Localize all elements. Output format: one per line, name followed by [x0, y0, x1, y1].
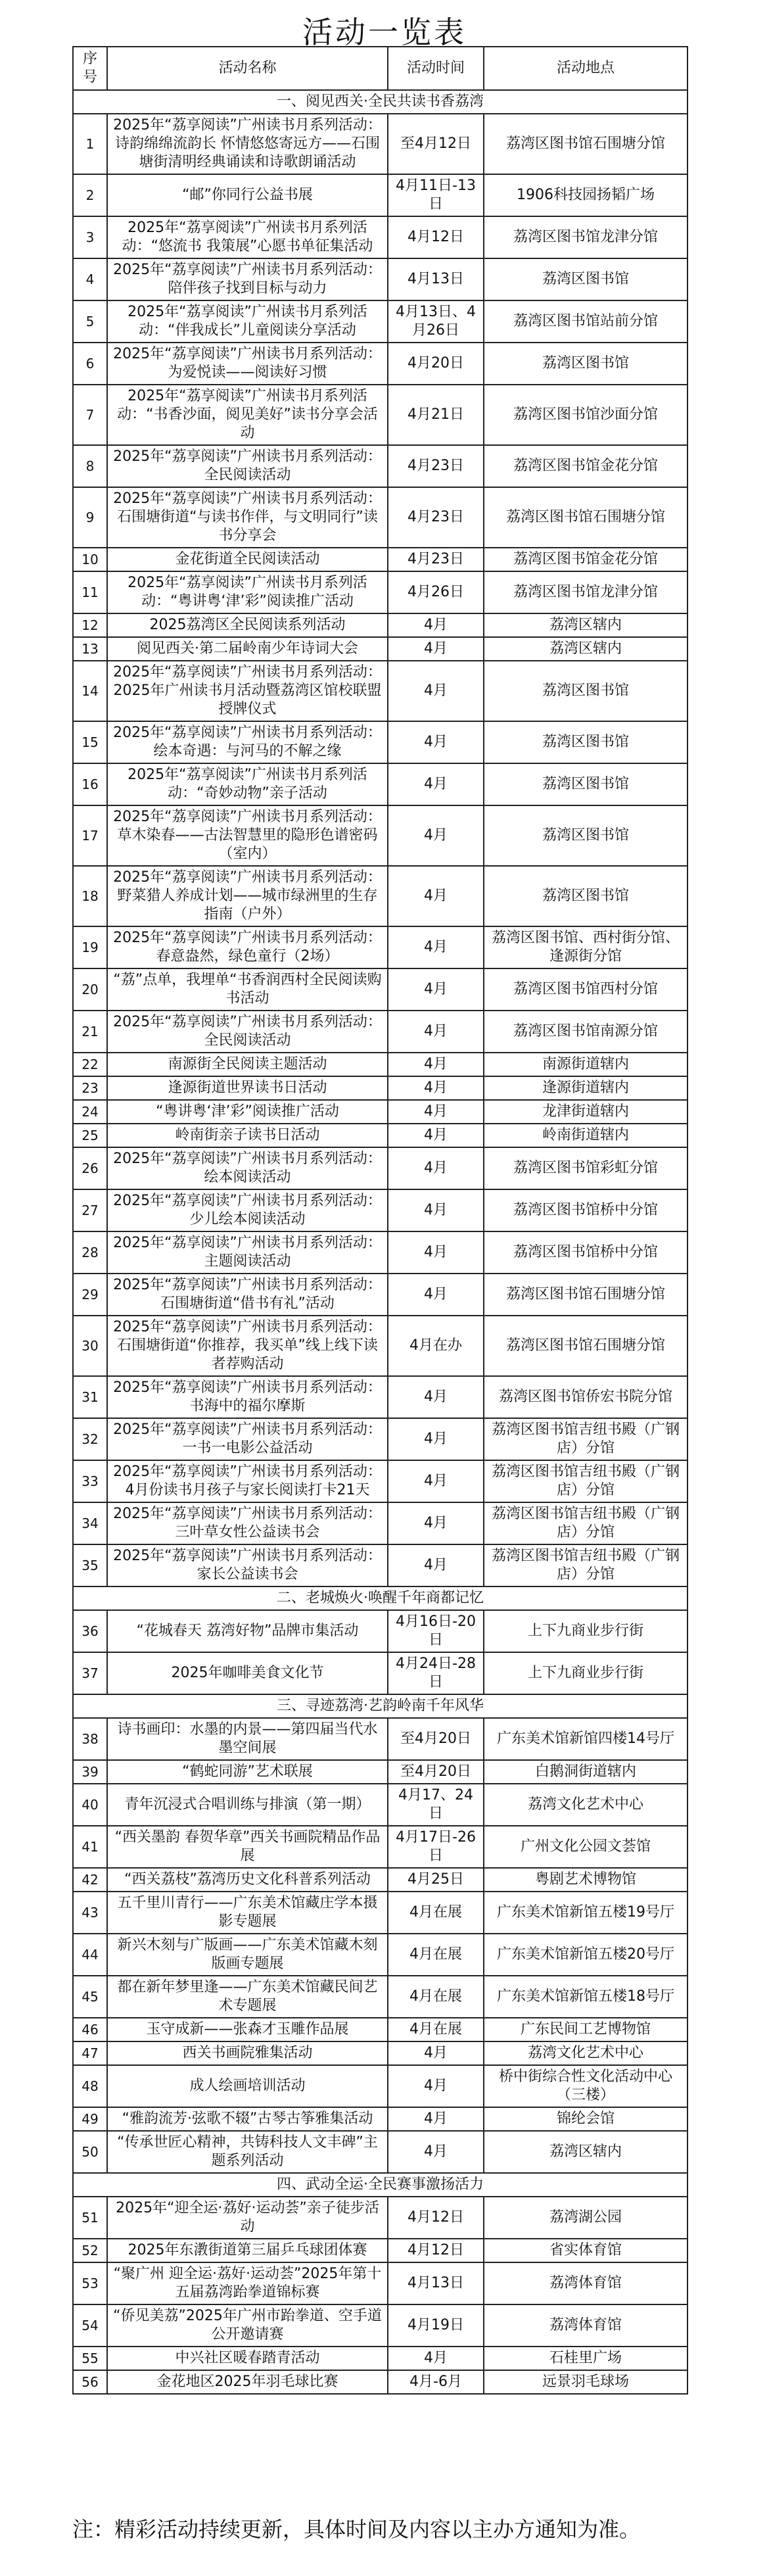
activity-time: 4月在展: [388, 1976, 484, 2018]
row-index: 56: [73, 2370, 107, 2394]
activity-time: 4月: [388, 1544, 484, 1586]
activity-name: 2025年“荔享阅读”广州读书月系列活动：4月份读书月孩子与家长阅读打卡21天: [107, 1460, 388, 1502]
activity-location: 荔湾体育馆: [484, 2262, 687, 2304]
table-row: [73, 2239, 687, 2262]
row-index: 36: [73, 1610, 107, 1652]
activity-location: 广东民间工艺博物馆: [484, 2018, 687, 2041]
activity-name: “荔”点单，我埋单“书香润西村全民阅读购书活动: [107, 968, 388, 1011]
activity-location: 荔湾区图书馆桥中分馆: [484, 1189, 687, 1231]
activity-time: 4月: [388, 805, 484, 866]
row-index: 37: [73, 1652, 107, 1694]
activity-name: 玉守成新——张森才玉雕作品展: [107, 2018, 388, 2041]
row-index: 8: [73, 445, 107, 487]
page-title: 活动一览表: [302, 14, 467, 50]
activity-location: 上下九商业步行街: [484, 1652, 687, 1694]
table-row: [73, 1124, 687, 1147]
activity-time: 4月: [388, 926, 484, 968]
row-index: 23: [73, 1076, 107, 1100]
row-index: 27: [73, 1189, 107, 1231]
activity-time: 4月24日-28日: [388, 1652, 484, 1694]
activity-time: 4月23日: [388, 548, 484, 571]
activity-name: 2025年“荔享阅读”广州读书月系列活动：“奇妙动物”亲子活动: [107, 763, 388, 805]
activity-name: “聚广州 迎全运·荔好·运动荟”2025年第十五届荔湾跆拳道锦标赛: [107, 2262, 388, 2304]
activity-time: 4月13日、4月26日: [388, 300, 484, 343]
activity-time: 4月: [388, 2131, 484, 2173]
activity-time: 4月11日-13日: [388, 174, 484, 216]
activity-time: 4月: [388, 1376, 484, 1418]
activity-name: 金花街道全民阅读活动: [107, 548, 388, 571]
activity-time: 4月17、24日: [388, 1784, 484, 1826]
activity-time: 4月12日: [388, 2197, 484, 2239]
activity-location: 荔湾区图书馆龙津分馆: [484, 571, 687, 613]
activity-time: 4月21日: [388, 385, 484, 445]
activity-name: 2025年“荔享阅读”广州读书月系列活动：诗韵绵绵流韵长 怀情悠悠寄远方——石围塘街清明经典诵读和诗歌朗诵活动: [107, 114, 388, 174]
activity-location: 荔湾区图书馆吉纽书殿（广钢店）分馆: [484, 1418, 687, 1460]
row-index: 3: [73, 216, 107, 258]
activity-name: 2025荔湾区全民阅读系列活动: [107, 613, 388, 637]
section-row: [73, 90, 687, 114]
activity-location: 广东美术馆新馆五楼20号厅: [484, 1934, 687, 1976]
activity-time: 4月在展: [388, 1892, 484, 1934]
table-row: [73, 1760, 687, 1784]
table-row: [73, 721, 687, 763]
activity-name: 2025年“荔享阅读”广州读书月系列活动：主题阅读活动: [107, 1231, 388, 1274]
table-row: [73, 1652, 687, 1694]
activity-name: 2025年“荔享阅读”广州读书月系列活动：“粤讲粤‘津’彩”阅读推广活动: [107, 571, 388, 613]
row-index: 22: [73, 1053, 107, 1076]
activity-location: 荔湾区图书馆沙面分馆: [484, 385, 687, 445]
activity-location: 远景羽毛球场: [484, 2370, 687, 2394]
activity-time: 至4月12日: [388, 114, 484, 174]
row-index: 18: [73, 866, 107, 926]
row-index: 32: [73, 1418, 107, 1460]
activity-name: 逢源街道世界读书日活动: [107, 1076, 388, 1100]
table-row: [73, 343, 687, 385]
activity-name: 2025年“荔享阅读”广州读书月系列活动：石围塘街道“你推荐，我买单”线上线下读者荐购活动: [107, 1316, 388, 1376]
table-row: [73, 926, 687, 968]
activity-location: 荔湾区图书馆吉纽书殿（广钢店）分馆: [484, 1460, 687, 1502]
activity-name: 2025年东漖街道第三届乒乓球团体赛: [107, 2239, 388, 2262]
activity-location: 荔湾区图书馆金花分馆: [484, 548, 687, 571]
activity-time: 4月: [388, 1011, 484, 1053]
table-row: [73, 385, 687, 445]
table-header-row: [73, 47, 687, 90]
activity-location: 荔湾区图书馆: [484, 661, 687, 721]
activity-time: 4月20日: [388, 343, 484, 385]
activity-time: 至4月20日: [388, 1760, 484, 1784]
table-row: [73, 1868, 687, 1892]
row-index: 38: [73, 1718, 107, 1760]
activity-time: 4月: [388, 721, 484, 763]
activity-name: 2025年“荔享阅读”广州读书月系列活动：草木染春——古法智慧里的隐形色谱密码（室内）: [107, 805, 388, 866]
activity-location: 荔湾区图书馆侨宏书院分馆: [484, 1376, 687, 1418]
activity-location: 荔湾区图书馆石围塘分馆: [484, 1316, 687, 1376]
activity-name: 2025年“荔享阅读”广州读书月系列活动：陪伴孩子找到目标与动力: [107, 258, 388, 300]
activity-name: “西关荔枝”荔湾历史文化科普系列活动: [107, 1868, 388, 1892]
activity-name: “雅韵流芳·弦歌不辍”古琴古筝雅集活动: [107, 2107, 388, 2131]
activity-time: 4月: [388, 2041, 484, 2065]
table-row: [73, 1231, 687, 1274]
activity-location: 荔湾区图书馆南源分馆: [484, 1011, 687, 1053]
table-row: [73, 2107, 687, 2131]
activity-time: 4月: [388, 1147, 484, 1189]
activity-name: “鹤蛇同游”艺术联展: [107, 1760, 388, 1784]
table-row: [73, 613, 687, 637]
activity-location: 广州文化公园文荟馆: [484, 1826, 687, 1868]
activity-name: 都在新年梦里逢——广东美术馆藏民间艺术专题展: [107, 1976, 388, 2018]
table-row: [73, 1934, 687, 1976]
activity-location: 省实体育馆: [484, 2239, 687, 2262]
activity-name: 2025年“荔享阅读”广州读书月系列活动：石围塘街道“借书有礼”活动: [107, 1274, 388, 1316]
activity-name: 2025年“荔享阅读”广州读书月系列活动：全民阅读活动: [107, 1011, 388, 1053]
activity-time: 4月: [388, 1231, 484, 1274]
activity-time: 4月26日: [388, 571, 484, 613]
activity-name: 2025年“荔享阅读”广州读书月系列活动：为爱悦读——阅读好习惯: [107, 343, 388, 385]
activity-location: 龙津街道辖内: [484, 1100, 687, 1124]
row-index: 47: [73, 2041, 107, 2065]
activity-location: 广东美术馆新馆五楼19号厅: [484, 1892, 687, 1934]
activity-name: 诗书画印：水墨的内景——第四届当代水墨空间展: [107, 1718, 388, 1760]
activity-name: 2025年“荔享阅读”广州读书月系列活动：“书香沙面，阅见美好”读书分享会活动: [107, 385, 388, 445]
activity-location: 荔湾区图书馆、西村街分馆、逢源街分馆: [484, 926, 687, 968]
table-row: [73, 1274, 687, 1316]
table-row: [73, 1147, 687, 1189]
activity-name: 岭南街亲子读书日活动: [107, 1124, 388, 1147]
activity-location: 荔湾文化艺术中心: [484, 1784, 687, 1826]
activity-time: 4月12日: [388, 216, 484, 258]
row-index: 40: [73, 1784, 107, 1826]
row-index: 28: [73, 1231, 107, 1274]
activity-location: 岭南街道辖内: [484, 1124, 687, 1147]
row-index: 2: [73, 174, 107, 216]
row-index: 21: [73, 1011, 107, 1053]
activity-location: 桥中街综合性文化活动中心（三楼）: [484, 2065, 687, 2107]
row-index: 44: [73, 1934, 107, 1976]
activity-location: 荔湾区图书馆: [484, 805, 687, 866]
table-row: [73, 258, 687, 300]
activity-time: 4月: [388, 1502, 484, 1544]
activity-name: 西关书画院雅集活动: [107, 2041, 388, 2065]
row-index: 1: [73, 114, 107, 174]
row-index: 11: [73, 571, 107, 613]
activity-name: 中兴社区暖春踏青活动: [107, 2347, 388, 2370]
table-row: [73, 1053, 687, 1076]
activity-location: 荔湾区图书馆: [484, 258, 687, 300]
row-index: 9: [73, 487, 107, 548]
row-index: 35: [73, 1544, 107, 1586]
activity-location: 荔湾区图书馆西村分馆: [484, 968, 687, 1011]
activity-location: 荔湾区图书馆: [484, 763, 687, 805]
activity-name: 2025年“迎全运·荔好·运动荟”亲子徒步活动: [107, 2197, 388, 2239]
table-row: [73, 300, 687, 343]
activity-location: 荔湾湖公园: [484, 2197, 687, 2239]
activity-time: 4月: [388, 2107, 484, 2131]
row-index: 45: [73, 1976, 107, 2018]
table-row: [73, 1460, 687, 1502]
activity-name: 2025年“荔享阅读”广州读书月系列活动：“悠流书 我策展”心愿书单征集活动: [107, 216, 388, 258]
row-index: 39: [73, 1760, 107, 1784]
table-row: [73, 1976, 687, 2018]
activity-time: 4月23日: [388, 445, 484, 487]
table-row: [73, 1718, 687, 1760]
activity-location: 荔湾区图书馆吉纽书殿（广钢店）分馆: [484, 1502, 687, 1544]
activity-name: 2025年“荔享阅读”广州读书月系列活动：2025年广州读书月活动暨荔湾区馆校联盟授牌仪式: [107, 661, 388, 721]
activity-time: 4月: [388, 1053, 484, 1076]
activity-location: 荔湾区图书馆桥中分馆: [484, 1231, 687, 1274]
row-index: 10: [73, 548, 107, 571]
table-row: [73, 1784, 687, 1826]
row-index: 5: [73, 300, 107, 343]
activity-name: 2025年“荔享阅读”广州读书月系列活动：一书一电影公益活动: [107, 1418, 388, 1460]
activity-location: 石桂里广场: [484, 2347, 687, 2370]
activity-time: 4月: [388, 1100, 484, 1124]
activity-time: 4月: [388, 1418, 484, 1460]
activity-name: “粤讲粤‘津’彩”阅读推广活动: [107, 1100, 388, 1124]
table-body: [73, 90, 687, 2394]
table-row: [73, 1544, 687, 1586]
table-row: [73, 216, 687, 258]
table-row: [73, 1100, 687, 1124]
row-index: 16: [73, 763, 107, 805]
activity-time: 4月12日: [388, 2239, 484, 2262]
table-row: [73, 1418, 687, 1460]
section-title: 三、寻迹荔湾·艺韵岭南千年风华: [73, 1694, 687, 1718]
activity-time: 4月13日: [388, 2262, 484, 2304]
table-row: [73, 2370, 687, 2394]
row-index: 20: [73, 968, 107, 1011]
row-index: 33: [73, 1460, 107, 1502]
row-index: 25: [73, 1124, 107, 1147]
table-row: [73, 1502, 687, 1544]
table-row: [73, 637, 687, 661]
activity-location: 锦纶会馆: [484, 2107, 687, 2131]
row-index: 49: [73, 2107, 107, 2131]
table-row: [73, 174, 687, 216]
activity-name: 青年沉浸式合唱训练与排演（第一期）: [107, 1784, 388, 1826]
table-row: [73, 1189, 687, 1231]
activity-time: 至4月20日: [388, 1718, 484, 1760]
activity-name: “花城春天 荔湾好物”品牌市集活动: [107, 1610, 388, 1652]
activity-name: “侨见美荔”2025年广州市跆拳道、空手道公开邀请赛: [107, 2304, 388, 2347]
activity-time: 4月: [388, 2347, 484, 2370]
header-activity-location: 活动地点: [484, 47, 687, 90]
activity-name: 2025年“荔享阅读”广州读书月系列活动：全民阅读活动: [107, 445, 388, 487]
table-row: [73, 445, 687, 487]
row-index: 19: [73, 926, 107, 968]
activity-time: 4月: [388, 1274, 484, 1316]
table-row: [73, 114, 687, 174]
activity-location: 荔湾区图书馆吉纽书殿（广钢店）分馆: [484, 1544, 687, 1586]
activity-name: 2025年“荔享阅读”广州读书月系列活动：春意盎然，绿色童行（2场）: [107, 926, 388, 968]
activity-name: 2025年“荔享阅读”广州读书月系列活动：野菜猎人养成计划——城市绿洲里的生存指南（户外）: [107, 866, 388, 926]
table-row: [73, 2131, 687, 2173]
footer-note: 注：精彩活动持续更新，具体时间及内容以主办方通知为准。: [72, 2517, 641, 2542]
activity-location: 荔湾区图书馆金花分馆: [484, 445, 687, 487]
row-index: 6: [73, 343, 107, 385]
activity-name: “传承世匠心精神，共铸科技人文丰碑”主题系列活动: [107, 2131, 388, 2173]
activity-time: 4月13日: [388, 258, 484, 300]
row-index: 12: [73, 613, 107, 637]
activity-location: 荔湾区图书馆龙津分馆: [484, 216, 687, 258]
activity-time: 4月: [388, 866, 484, 926]
activity-name: 2025年“荔享阅读”广州读书月系列活动：绘本奇遇：与河马的不解之缘: [107, 721, 388, 763]
row-index: 42: [73, 1868, 107, 1892]
table-row: [73, 805, 687, 866]
activity-name: 成人绘画培训活动: [107, 2065, 388, 2107]
activity-location: 荔湾区图书馆石围塘分馆: [484, 1274, 687, 1316]
table-row: [73, 763, 687, 805]
activity-location: 荔湾区辖内: [484, 2131, 687, 2173]
activity-time: 4月: [388, 637, 484, 661]
table-row: [73, 571, 687, 613]
activity-time: 4月-6月: [388, 2370, 484, 2394]
activity-time: 4月17日-26日: [388, 1826, 484, 1868]
row-index: 7: [73, 385, 107, 445]
row-index: 50: [73, 2131, 107, 2173]
activity-name: 2025年“荔享阅读”广州读书月系列活动：绘本阅读活动: [107, 1147, 388, 1189]
activity-time: 4月: [388, 1460, 484, 1502]
row-index: 24: [73, 1100, 107, 1124]
activity-location: 粤剧艺术博物馆: [484, 1868, 687, 1892]
table-row: [73, 866, 687, 926]
activity-time: 4月23日: [388, 487, 484, 548]
activity-name: 2025年“荔享阅读”广州读书月系列活动：三叶草女性公益读书会: [107, 1502, 388, 1544]
table-row: [73, 487, 687, 548]
activity-location: 逢源街道辖内: [484, 1076, 687, 1100]
table-row: [73, 1316, 687, 1376]
activity-name: 2025年“荔享阅读”广州读书月系列活动：“伴我成长”儿童阅读分享活动: [107, 300, 388, 343]
activity-name: 2025年“荔享阅读”广州读书月系列活动：家长公益读书会: [107, 1544, 388, 1586]
table-row: [73, 1376, 687, 1418]
header-activity-time: 活动时间: [388, 47, 484, 90]
section-row: [73, 1586, 687, 1610]
activity-location: 白鹅洞街道辖内: [484, 1760, 687, 1784]
activity-time: 4月: [388, 763, 484, 805]
row-index: 26: [73, 1147, 107, 1189]
table-row: [73, 2262, 687, 2304]
table-row: [73, 1011, 687, 1053]
row-index: 51: [73, 2197, 107, 2239]
row-index: 30: [73, 1316, 107, 1376]
table-row: [73, 2197, 687, 2239]
row-index: 17: [73, 805, 107, 866]
activity-time: 4月25日: [388, 1868, 484, 1892]
activity-time: 4月: [388, 661, 484, 721]
activity-location: 荔湾区图书馆石围塘分馆: [484, 114, 687, 174]
activity-location: 荔湾区辖内: [484, 613, 687, 637]
activity-table-wrapper: [72, 46, 687, 2395]
activity-location: 南源街道辖内: [484, 1053, 687, 1076]
activity-name: 2025年“荔享阅读”广州读书月系列活动：书海中的福尔摩斯: [107, 1376, 388, 1418]
activity-name: “西关墨韵 春贺华章”西关书画院精品作品展: [107, 1826, 388, 1868]
activity-name: 金花地区2025年羽毛球比赛: [107, 2370, 388, 2394]
header-activity-name: 活动名称: [107, 47, 388, 90]
activity-name: 2025年“荔享阅读”广州读书月系列活动：少儿绘本阅读活动: [107, 1189, 388, 1231]
row-index: 31: [73, 1376, 107, 1418]
row-index: 15: [73, 721, 107, 763]
activity-name: 阅见西关·第二届岭南少年诗词大会: [107, 637, 388, 661]
activity-time: 4月: [388, 968, 484, 1011]
table-row: [73, 661, 687, 721]
row-index: 4: [73, 258, 107, 300]
table-row: [73, 1076, 687, 1100]
activity-location: 荔湾区图书馆石围塘分馆: [484, 487, 687, 548]
activity-location: 荔湾区图书馆: [484, 343, 687, 385]
table-row: [73, 2065, 687, 2107]
row-index: 55: [73, 2347, 107, 2370]
activity-time: 4月: [388, 1124, 484, 1147]
row-index: 13: [73, 637, 107, 661]
table-row: [73, 968, 687, 1011]
activity-location: 广东美术馆新馆五楼18号厅: [484, 1976, 687, 2018]
activity-location: 1906科技园扬韬广场: [484, 174, 687, 216]
activity-table: [72, 46, 688, 2395]
table-row: [73, 2304, 687, 2347]
activity-name: “邮”你同行公益书展: [107, 174, 388, 216]
activity-time: 4月16日-20日: [388, 1610, 484, 1652]
section-title: 四、武动全运·全民赛事激扬活力: [73, 2173, 687, 2197]
activity-name: 2025年“荔享阅读”广州读书月系列活动：石围塘街道“与读书作伴，与文明同行”读书分享会: [107, 487, 388, 548]
activity-location: 荔湾区图书馆: [484, 866, 687, 926]
activity-location: 荔湾体育馆: [484, 2304, 687, 2347]
activity-time: 4月在办: [388, 1316, 484, 1376]
row-index: 54: [73, 2304, 107, 2347]
activity-name: 新兴木刻与广版画——广东美术馆藏木刻版画专题展: [107, 1934, 388, 1976]
row-index: 48: [73, 2065, 107, 2107]
row-index: 46: [73, 2018, 107, 2041]
section-row: [73, 1694, 687, 1718]
activity-name: 五千里川青行——广东美术馆藏庄学本摄影专题展: [107, 1892, 388, 1934]
row-index: 53: [73, 2262, 107, 2304]
row-index: 52: [73, 2239, 107, 2262]
activity-location: 荔湾区图书馆站前分馆: [484, 300, 687, 343]
activity-name: 南源街全民阅读主题活动: [107, 1053, 388, 1076]
table-row: [73, 2041, 687, 2065]
table-row: [73, 2018, 687, 2041]
activity-time: 4月: [388, 613, 484, 637]
activity-location: 上下九商业步行街: [484, 1610, 687, 1652]
table-row: [73, 1892, 687, 1934]
activity-name: 2025年咖啡美食文化节: [107, 1652, 388, 1694]
row-index: 34: [73, 1502, 107, 1544]
activity-time: 4月在展: [388, 1934, 484, 1976]
activity-location: 荔湾区辖内: [484, 637, 687, 661]
activity-time: 4月: [388, 1076, 484, 1100]
table-row: [73, 548, 687, 571]
table-row: [73, 1826, 687, 1868]
row-index: 41: [73, 1826, 107, 1868]
section-title: 二、老城焕火·唤醒千年商都记忆: [73, 1586, 687, 1610]
section-row: [73, 2173, 687, 2197]
row-index: 14: [73, 661, 107, 721]
activity-time: 4月19日: [388, 2304, 484, 2347]
section-title: 一、阅见西关·全民共读书香荔湾: [73, 90, 687, 114]
table-row: [73, 2347, 687, 2370]
header-index: 序号: [73, 47, 107, 90]
row-index: 29: [73, 1274, 107, 1316]
row-index: 43: [73, 1892, 107, 1934]
activity-time: 4月在展: [388, 2018, 484, 2041]
activity-location: 广东美术馆新馆四楼14号厅: [484, 1718, 687, 1760]
activity-time: 4月: [388, 2065, 484, 2107]
activity-location: 荔湾区图书馆: [484, 721, 687, 763]
table-row: [73, 1610, 687, 1652]
activity-location: 荔湾文化艺术中心: [484, 2041, 687, 2065]
activity-time: 4月: [388, 1189, 484, 1231]
activity-location: 荔湾区图书馆彩虹分馆: [484, 1147, 687, 1189]
